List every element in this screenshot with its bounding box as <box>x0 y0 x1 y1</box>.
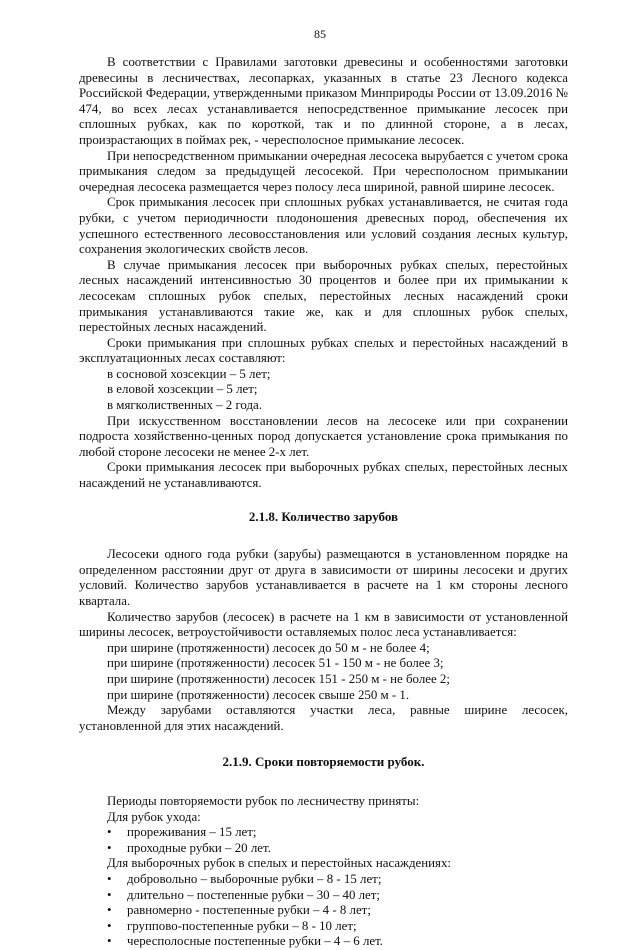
paragraph-cuts-count-intro: Количество зарубов (лесосек) в расчете на 1 км в зависимости от установленной ширины лесосек, ветроустойчивости оставляемых полос леса устанавливается: <box>79 609 568 640</box>
paragraph-strips-between-cuts: Между зарубами оставляются участки леса, равные ширине лесосек, установленной для этих насаждений. <box>79 703 568 733</box>
section-heading-repeat-terms: 2.1.9. Сроки повторяемости рубок. <box>222 754 425 770</box>
page-number: 85 <box>314 27 326 41</box>
list-item: • группово-постепенные рубки – 8 - 10 лет; <box>107 919 568 935</box>
list-item: • равномерно - постепенные рубки – 4 - 8 лет; <box>107 903 568 919</box>
page-content <box>79 0 568 950</box>
list-item: • длительно – постепенные рубки – 30 – 40 лет; <box>107 888 568 904</box>
care-cuts-intro: Для рубок ухода: <box>107 809 201 824</box>
list-item: • проходные рубки – 20 лет. <box>107 841 568 857</box>
list-item: • прореживания – 15 лет; <box>107 825 568 841</box>
paragraph-selective-adjacency: В случае примыкания лесосек при выборочных рубках спелых, перестойных лесных насаждений интенсивностью 30 процентов и более при их примыкании к лесосекам сплошных рубок спелых, перестойных лесных насаждений сроки примыкания устанавливаются такие же, как и для сплошных рубок спелых, перестойных лесных насаждений. <box>79 257 568 335</box>
list-item: • добровольно – выборочные рубки – 8 - 15 лет; <box>107 872 568 888</box>
section-heading-cuts-count: 2.1.8. Количество зарубов <box>248 508 399 524</box>
list-item: при ширине (протяженности) лесосек до 50 м - не более 4; <box>107 640 430 655</box>
list-item: при ширине (протяженности) лесосек 51 - 150 м - не более 3; <box>107 656 444 671</box>
paragraph-cuts-placement: Лесосеки одного года рубки (зарубы) размещаются в установленном порядке на определенном расстоянии друг от друга в зависимости от ширины лесосеки и других условий. Количество зарубов устанавливается в расчете на 1 км стороны лесного квартала. <box>79 547 568 608</box>
list-item: в мягколиственных – 2 года. <box>107 398 262 413</box>
paragraph-cutting-rules: В соответствии с Правилами заготовки древесины и особенностями заготовки древесины в лесничествах, лесопарках, указанных в статье 23 Лесного кодекса Российской Федерации, утвержденными приказом Минприроды России от 13.09.2016 № 474, во всех лесах устанавливается непосредственное примыкание лесосек при сплошных рубках, как по короткой, так и по длинной стороне, а в лесах, произрастающих в поймах рек, - чересполосное примыкание лесосек. <box>79 55 568 147</box>
selective-cuts-intro: Для выборочных рубок в спелых и перестойных насаждениях: <box>107 856 451 871</box>
paragraph-selective-no-terms: Сроки примыкания лесосек при выборочных рубках спелых, перестойных лесных насаждений не устанавливаются. <box>79 460 568 491</box>
repeat-periods-intro: Периоды повторяемости рубок по лесничеству приняты: <box>107 793 420 808</box>
selective-cuts-list <box>79 872 568 950</box>
paragraph-artificial-restoration: При искусственном восстановлении лесов на лесосеке или при сохранении подроста хозяйственно-ценных пород допускается установление срока примыкания по любой стороне лесосеки не менее 2-х лет. <box>79 413 568 459</box>
adjacency-terms-list <box>79 367 568 414</box>
paragraph-adjacency-term: Срок примыкания лесосек при сплошных рубках устанавливается, не считая года рубки, с учетом периодичности плодоношения древесных пород, обеспечения их успешного естественного лесовосстановления или условий создания лесных культур, сохранения экологических свойств лесов. <box>79 195 568 257</box>
list-item: в сосновой хозсекции – 5 лет; <box>107 366 271 381</box>
paragraph-adjacency-terms-intro: Сроки примыкания при сплошных рубках спелых и перестойных насаждений в эксплуатационных лесах составляют: <box>79 335 568 366</box>
care-cuts-list <box>79 825 568 856</box>
list-item: при ширине (протяженности) лесосек 151 - 250 м - не более 2; <box>107 671 450 686</box>
list-item: в еловой хозсекции – 5 лет; <box>107 382 258 397</box>
paragraph-adjacency-types: При непосредственном примыкании очередная лесосека вырубается с учетом срока примыкания следом за предыдущей лесосекой. При чересполосном примыкании очередная лесосека размещается через полосу леса шириной, равной ширине лесосек. <box>79 148 568 194</box>
list-item: • чересполосные постепенные рубки – 4 – 6 лет. <box>107 934 568 950</box>
cuts-count-list <box>79 641 568 703</box>
list-item: при ширине (протяженности) лесосек свыше 250 м - 1. <box>107 687 410 702</box>
